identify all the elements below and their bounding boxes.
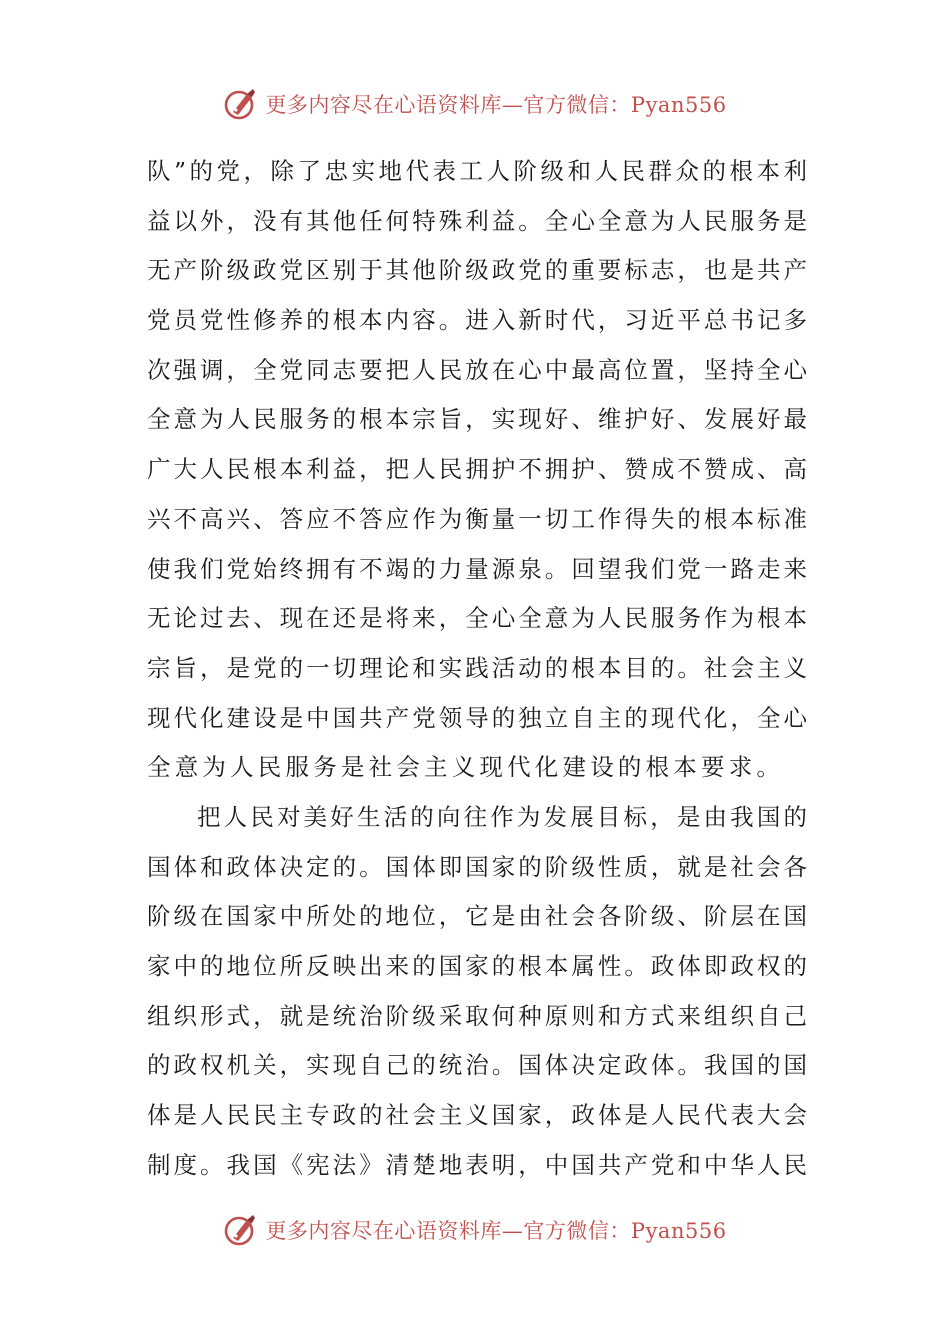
text-line: 党员党性修养的根本内容。进入新时代，习近平总书记多: [147, 306, 807, 335]
text-line: 宗旨，是党的一切理论和实践活动的根本目的。社会主义: [147, 653, 807, 682]
text-line: 广大人民根本利益，把人民拥护不拥护、赞成不赞成、高: [147, 455, 807, 484]
pen-circle-logo-icon: [223, 86, 259, 122]
text-line: 体是人民民主专政的社会主义国家，政体是人民代表大会: [147, 1101, 807, 1130]
text-line: 国体和政体决定的。国体即国家的阶级性质，就是社会各: [147, 852, 807, 881]
text-line: 益以外，没有其他任何特殊利益。全心全意为人民服务是: [147, 206, 807, 235]
text-line: 制度。我国《宪法》清楚地表明，中国共产党和中华人民: [147, 1150, 807, 1179]
footer-banner: [0, 1210, 950, 1250]
text-line: 兴不高兴、答应不答应作为衡量一切工作得失的根本标准: [147, 504, 807, 533]
header-banner: [0, 84, 950, 124]
text-line: 阶级在国家中所处的地位，它是由社会各阶级、阶层在国: [147, 902, 807, 931]
text-line: 组织形式，就是统治阶级采取何种原则和方式来组织自己: [147, 1001, 807, 1030]
text-line: 全意为人民服务是社会主义现代化建设的根本要求。: [147, 753, 785, 782]
text-line: 家中的地位所反映出来的国家的根本属性。政体即政权的: [147, 952, 807, 980]
header-banner-text: 更多内容尽在心语资料库—官方微信：Pyan556: [265, 93, 727, 117]
footer-banner-text: 更多内容尽在心语资料库—官方微信：Pyan556: [265, 1219, 727, 1243]
text-line: 次强调，全党同志要把人民放在心中最高位置，坚持全心: [147, 355, 807, 384]
text-line: 使我们党始终拥有不竭的力量源泉。回望我们党一路走来: [147, 554, 807, 583]
pen-circle-logo-icon: [223, 1212, 259, 1248]
text-line: 把人民对美好生活的向往作为发展目标，是由我国的: [197, 802, 807, 831]
document-body: [147, 147, 807, 1190]
text-line: 的政权机关，实现自己的统治。国体决定政体。我国的国: [147, 1051, 807, 1080]
text-line: 无论过去、现在还是将来，全心全意为人民服务作为根本: [147, 604, 807, 633]
text-line: 现代化建设是中国共产党领导的独立自主的现代化，全心: [147, 703, 807, 732]
text-line: 队”的党，除了忠实地代表工人阶级和人民群众的根本利: [147, 157, 807, 185]
text-line: 无产阶级政党区别于其他阶级政党的重要标志，也是共产: [147, 256, 807, 285]
text-line: 全意为人民服务的根本宗旨，实现好、维护好、发展好最: [147, 405, 807, 434]
